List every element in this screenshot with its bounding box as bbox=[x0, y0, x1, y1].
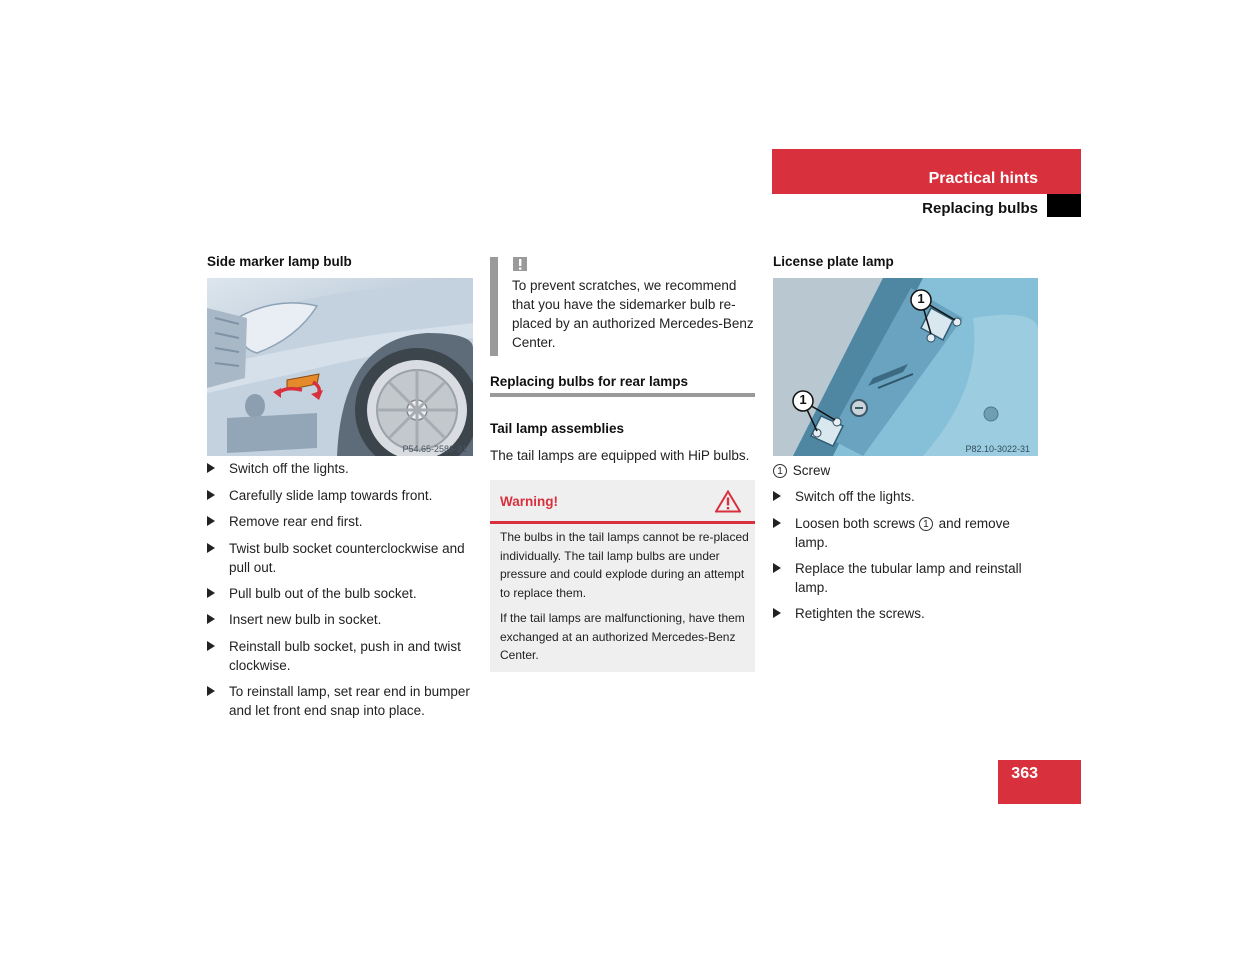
list-item: Pull bulb out of the bulb socket. bbox=[207, 584, 477, 603]
list-item: Reinstall bulb socket, push in and twist clockwise. bbox=[207, 637, 477, 675]
image-code: P82.10-3022-31 bbox=[965, 444, 1030, 454]
page-number-box bbox=[998, 760, 1081, 804]
legend-label: Screw bbox=[792, 463, 831, 478]
page-number: 363 bbox=[1011, 765, 1038, 782]
subsection-title: Replacing bulbs bbox=[922, 200, 1038, 217]
list-item: Replace the tubular lamp and reinstall lamp. bbox=[773, 559, 1043, 597]
side-marker-steps bbox=[207, 459, 477, 749]
tail-lamp-text: The tail lamps are equipped with HiP bulbs. bbox=[490, 448, 750, 463]
rear-lamps-heading: Replacing bulbs for rear lamps bbox=[490, 374, 689, 389]
arrow-bullet-icon bbox=[207, 641, 215, 651]
warning-rule bbox=[490, 521, 755, 524]
notice-icon bbox=[512, 256, 528, 272]
arrow-bullet-icon bbox=[773, 563, 781, 573]
legend-item bbox=[773, 461, 830, 480]
notice-bar bbox=[490, 257, 498, 356]
list-item: Carefully slide lamp towards front. bbox=[207, 486, 477, 505]
list-item: Loosen both screws 1 and remove lamp. bbox=[773, 514, 1043, 552]
header-tab-marker bbox=[1047, 194, 1081, 217]
arrow-bullet-icon bbox=[773, 608, 781, 618]
arrow-bullet-icon bbox=[207, 614, 215, 624]
arrow-bullet-icon bbox=[207, 490, 215, 500]
notice-text: To prevent scratches, we recommend that you have the sidemarker bulb re-placed by an authorized Mercedes-Benz Center. bbox=[512, 278, 754, 350]
section-title: Practical hints bbox=[928, 170, 1038, 187]
callout-number: 1 bbox=[799, 392, 807, 407]
callout-circle: 1 bbox=[919, 517, 933, 531]
arrow-bullet-icon bbox=[207, 463, 215, 473]
list-item: Insert new bulb in socket. bbox=[207, 610, 477, 629]
license-plate-heading: License plate lamp bbox=[773, 254, 894, 269]
arrow-bullet-icon bbox=[207, 588, 215, 598]
side-marker-heading: Side marker lamp bulb bbox=[207, 254, 352, 269]
side-marker-illustration bbox=[207, 278, 473, 456]
callout-number: 1 bbox=[917, 291, 925, 306]
tail-lamp-heading: Tail lamp assemblies bbox=[490, 421, 625, 436]
callout-circle: 1 bbox=[773, 464, 787, 478]
image-code: P54.65-2586-31 bbox=[402, 444, 467, 454]
warning-title: Warning! bbox=[500, 494, 558, 509]
list-item: Switch off the lights. bbox=[773, 487, 1043, 506]
list-item: Twist bulb socket counterclockwise and pull out. bbox=[207, 539, 477, 577]
section-header-bar bbox=[772, 149, 1081, 194]
warning-triangle-icon bbox=[715, 490, 741, 513]
license-plate-illustration bbox=[773, 278, 1038, 456]
list-item: To reinstall lamp, set rear end in bumper and let front end snap into place. bbox=[207, 682, 477, 720]
arrow-bullet-icon bbox=[207, 686, 215, 696]
warning-paragraph-1: The bulbs in the tail lamps cannot be re-placed individually. The tail lamp bulbs are under pressure and could explode during an attempt to replace them. bbox=[500, 530, 749, 600]
warning-box bbox=[490, 480, 755, 672]
arrow-bullet-icon bbox=[207, 516, 215, 526]
license-plate-steps bbox=[773, 487, 1043, 627]
arrow-bullet-icon bbox=[207, 543, 215, 553]
warning-paragraph-2: If the tail lamps are malfunctioning, have them exchanged at an authorized Mercedes-Benz Center. bbox=[500, 611, 745, 662]
list-item: Retighten the screws. bbox=[773, 604, 1043, 623]
list-item: Remove rear end first. bbox=[207, 512, 477, 531]
section-rule bbox=[490, 393, 755, 397]
list-item: Switch off the lights. bbox=[207, 459, 477, 478]
arrow-bullet-icon bbox=[773, 491, 781, 501]
arrow-bullet-icon bbox=[773, 518, 781, 528]
